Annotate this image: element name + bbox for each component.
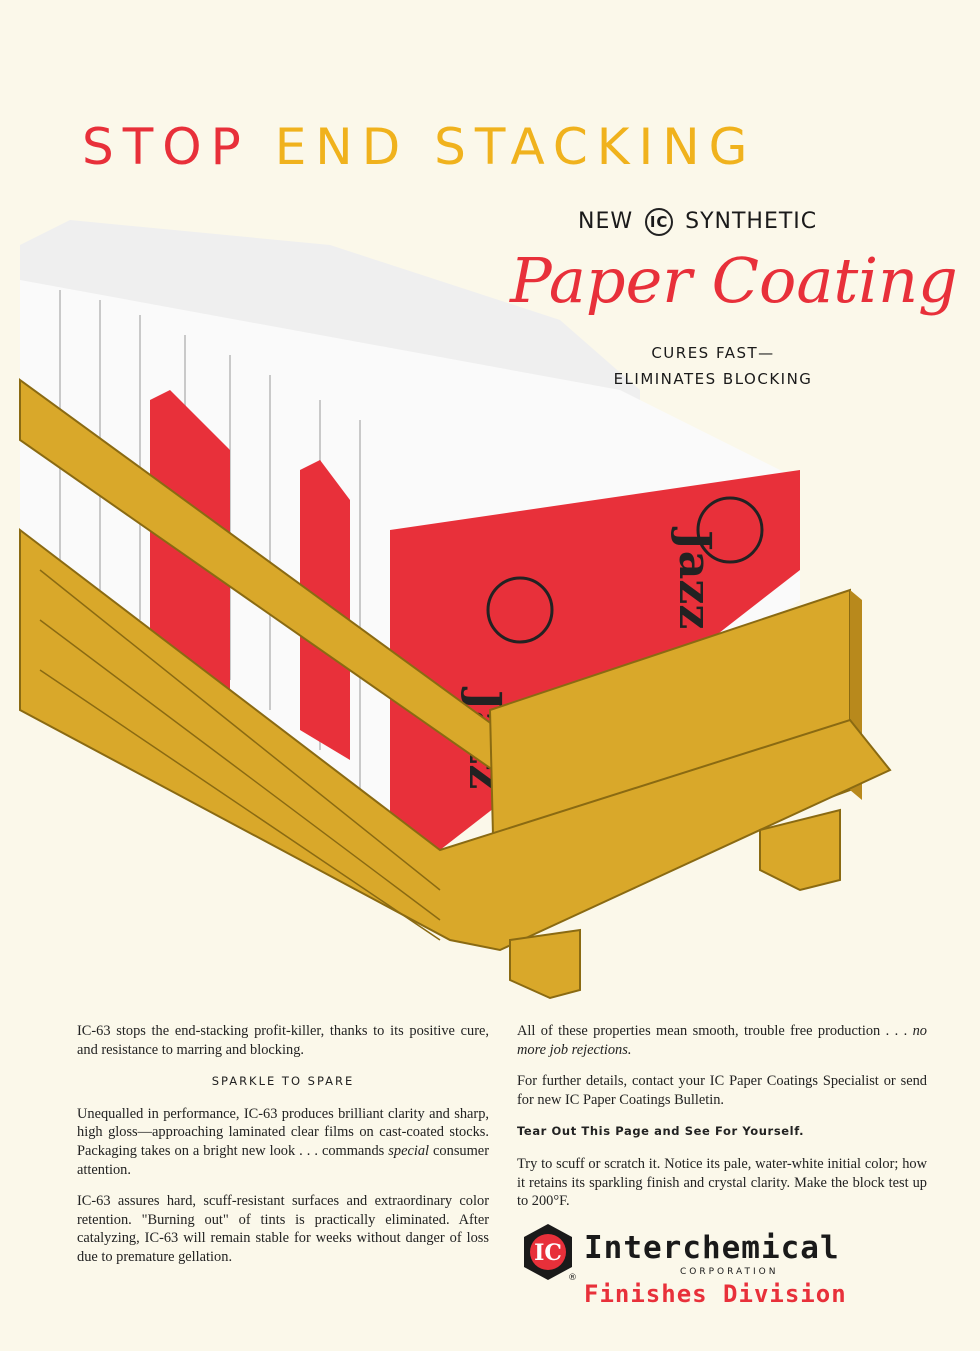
headline-end: END	[274, 118, 410, 176]
product-name: Paper Coating	[510, 244, 958, 317]
sparkle-subhead: SPARKLE TO SPARE	[211, 1074, 355, 1089]
book-title-2: Jazz	[669, 530, 720, 630]
left-paragraph-3: IC-63 assures hard, scuff-resistant surfaces and extraordinary color retention. "Burning out" of tints is practically eliminated. After catalyzing, IC-63 will remain stable for weeks without danger of loss due to premature gellation.	[77, 1193, 489, 1265]
right-paragraph-1: All of these properties mean smooth, trouble free production . . . no more job rejections.	[517, 1023, 927, 1058]
division-name: Finishes Division	[584, 1280, 847, 1308]
right-column	[517, 1022, 927, 1224]
benefit-line-2: ELIMINATES BLOCKING	[613, 370, 813, 388]
new-label: NEW	[578, 209, 634, 234]
new-synthetic-tagline	[578, 208, 817, 236]
svg-text:IC: IC	[534, 1240, 562, 1266]
company-name: Interchemical	[584, 1230, 840, 1266]
tear-out-subhead: Tear Out This Page and See For Yourself.	[517, 1124, 805, 1139]
ic-badge-icon: IC	[645, 208, 673, 236]
left-paragraph-1: IC-63 stops the end-stacking profit-killer, thanks to its positive cure, and resistance to marring and blocking.	[77, 1023, 489, 1058]
registered-mark: ®	[568, 1273, 577, 1282]
headline-stacking: STACKING	[434, 118, 757, 176]
left-column	[77, 1022, 489, 1280]
corporation-label: CORPORATION	[680, 1267, 779, 1277]
synthetic-label: SYNTHETIC	[685, 209, 818, 234]
right-paragraph-2: For further details, contact your IC Paper Coatings Specialist or send for new IC Paper Coatings Bulletin.	[517, 1073, 927, 1108]
headline-stop: STOP	[82, 118, 250, 176]
right-paragraph-3: Try to scuff or scratch it. Notice its pale, water-white initial color; how it retains its sparkling finish and crystal clarity. Make the block test up to 200°F.	[517, 1155, 927, 1210]
interchemical-logo-icon	[518, 1222, 578, 1282]
product-benefits	[598, 340, 828, 392]
benefit-line-1: CURES FAST—	[651, 344, 775, 362]
left-paragraph-2: Unequalled in performance, IC-63 produces brilliant clarity and sharp, high gloss—approaching laminated clear films on cast-coated stocks. Packaging takes on a bright new look . . . commands special consumer attention.	[77, 1105, 489, 1178]
